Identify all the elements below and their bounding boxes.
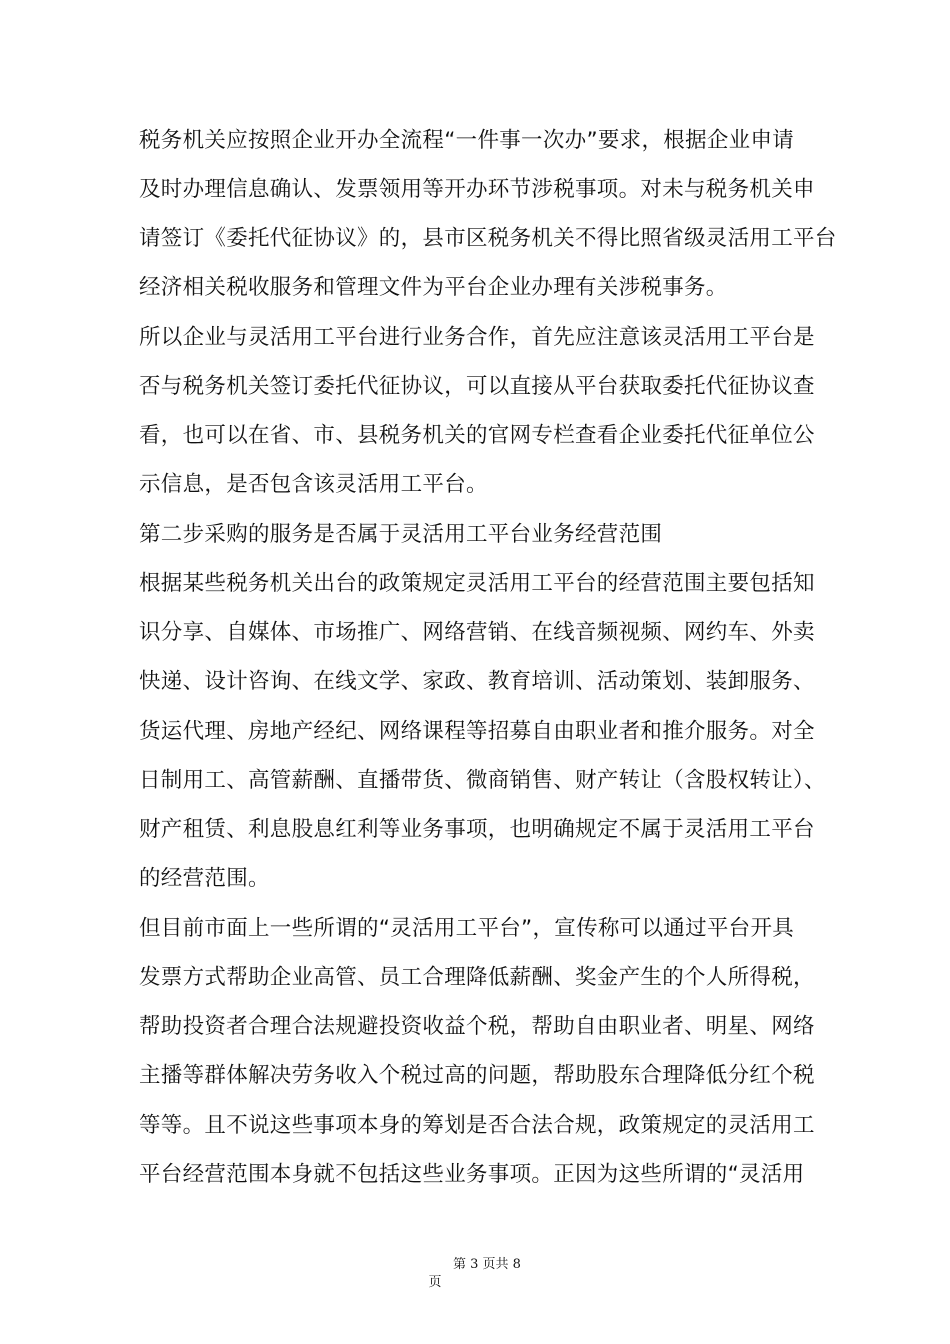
text-line: 快递、设计咨询、在线文学、家政、教育培训、活动策划、装卸服务、: [139, 669, 815, 694]
text-line: 货运代理、房地产经纪、网络课程等招募自由职业者和推介服务。对全: [139, 719, 815, 744]
text-line: 帮助投资者合理合法规避投资收益个税，帮助自由职业者、明星、网络: [139, 1014, 815, 1039]
text-line: 及时办理信息确认、发票领用等开办环节涉税事项。对未与税务机关申: [139, 177, 815, 202]
text-line: 看，也可以在省、市、县税务机关的官网专栏查看企业委托代征单位公: [139, 423, 815, 448]
text-line: 等等。且不说这些事项本身的筹划是否合法合规，政策规定的灵活用工: [139, 1113, 815, 1138]
text-line: 财产租赁、利息股息红利等业务事项，也明确规定不属于灵活用工平台: [139, 817, 815, 842]
text-line: 否与税务机关签订委托代征协议，可以直接从平台获取委托代征协议查: [139, 374, 815, 399]
text-line: 经济相关税收服务和管理文件为平台企业办理有关涉税事务。: [139, 275, 728, 300]
text-line: 但目前市面上一些所谓的“灵活用工平台”，宣传称可以通过平台开具: [139, 916, 795, 941]
text-line: 识分享、自媒体、市场推广、网络营销、在线音频视频、网约车、外卖: [139, 620, 815, 645]
text-line: 日制用工、高管薪酬、直播带货、微商销售、财产转让（含股权转让）、: [139, 768, 826, 793]
text-line: 平台经营范围本身就不包括这些业务事项。正因为这些所谓的“灵活用: [139, 1162, 805, 1187]
text-line: 根据某些税务机关出台的政策规定灵活用工平台的经营范围主要包括知: [139, 571, 815, 596]
text-line: 主播等群体解决劳务收入个税过高的问题，帮助股东合理降低分红个税: [139, 1063, 815, 1088]
page-number: 第 3 页共 8: [453, 1257, 521, 1272]
text-line: 发票方式帮助企业高管、员工合理降低薪酬、奖金产生的个人所得税，: [139, 965, 815, 990]
page-number-continued: 页: [428, 1275, 442, 1290]
section-heading: 第二步采购的服务是否属于灵活用工平台业务经营范围: [139, 522, 663, 547]
text-line: 税务机关应按照企业开办全流程“一件事一次办”要求，根据企业申请: [139, 128, 795, 153]
text-line: 请签订《委托代征协议》的，县市区税务机关不得比照省级灵活用工平台: [139, 226, 837, 251]
text-line: 的经营范围。: [139, 866, 270, 891]
text-line: 示信息，是否包含该灵活用工平台。: [139, 472, 488, 497]
text-line: 所以企业与灵活用工平台进行业务合作，首先应注意该灵活用工平台是: [139, 325, 815, 350]
